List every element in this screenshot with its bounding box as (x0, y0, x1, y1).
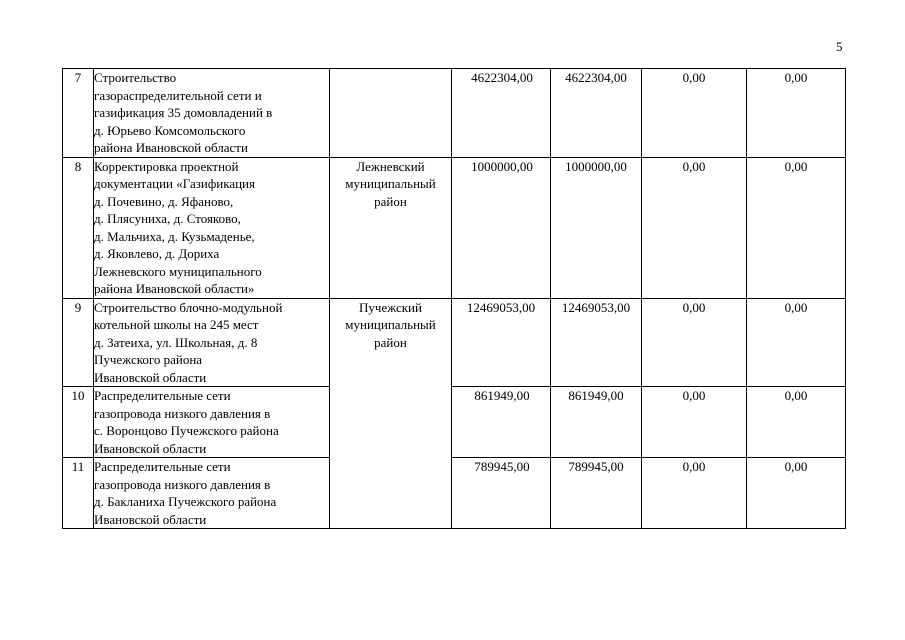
amount-regional: 4622304,00 (551, 69, 642, 158)
amount-regional: 12469053,00 (551, 298, 642, 387)
amount-total: 789945,00 (452, 458, 551, 529)
amount-federal: 0,00 (642, 458, 747, 529)
amount-local: 0,00 (747, 458, 846, 529)
amount-federal: 0,00 (642, 157, 747, 298)
amount-regional: 861949,00 (551, 387, 642, 458)
table-row (63, 69, 846, 158)
amount-total: 861949,00 (452, 387, 551, 458)
row-number: 7 (63, 69, 94, 158)
amount-local: 0,00 (747, 298, 846, 387)
district-cell: Пучежский муниципальный район (330, 298, 452, 529)
table-row (63, 298, 846, 387)
amount-local: 0,00 (747, 387, 846, 458)
page-number: 5 (836, 39, 843, 54)
project-name: Распределительные сети газопровода низкого давления в с. Воронцово Пучежского района Ивановской области (94, 387, 330, 458)
table-row (63, 387, 846, 458)
amount-local: 0,00 (747, 157, 846, 298)
project-name: Строительство газораспределительной сети и газификация 35 домовладений в д. Юрьево Комсомольского района Ивановской области (94, 69, 330, 158)
amount-federal: 0,00 (642, 298, 747, 387)
amount-total: 4622304,00 (452, 69, 551, 158)
row-number: 8 (63, 157, 94, 298)
amount-local: 0,00 (747, 69, 846, 158)
amount-federal: 0,00 (642, 69, 747, 158)
amount-regional: 789945,00 (551, 458, 642, 529)
table-row (63, 458, 846, 529)
funding-table (62, 68, 846, 529)
table-row (63, 157, 846, 298)
project-name: Распределительные сети газопровода низкого давления в д. Бакланиха Пучежского района Ивановской области (94, 458, 330, 529)
amount-total: 1000000,00 (452, 157, 551, 298)
amount-total: 12469053,00 (452, 298, 551, 387)
district-cell: Лежневский муниципальный район (330, 157, 452, 298)
row-number: 11 (63, 458, 94, 529)
row-number: 9 (63, 298, 94, 387)
amount-federal: 0,00 (642, 387, 747, 458)
row-number: 10 (63, 387, 94, 458)
amount-regional: 1000000,00 (551, 157, 642, 298)
district-cell (330, 69, 452, 158)
project-name: Строительство блочно-модульной котельной школы на 245 мест д. Затеиха, ул. Школьная, д. 8 Пучежского района Ивановской области (94, 298, 330, 387)
project-name: Корректировка проектной документации «Газификация д. Почевино, д. Яфаново, д. Плясуниха, д. Стояково, д. Мальчиха, д. Кузьмаденье, д. Яковлево, д. Дориха Лежневского муниципального района Ивановской области» (94, 157, 330, 298)
